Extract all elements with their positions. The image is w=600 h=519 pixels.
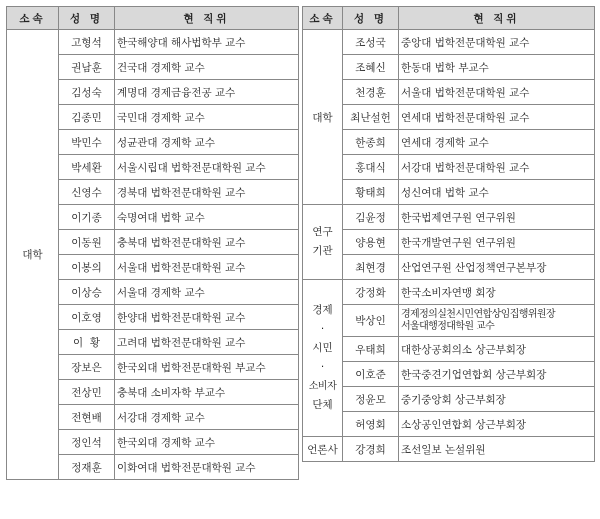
header-category: 소속 — [7, 7, 59, 30]
position-cell: 이화여대 법학전문대학원 교수 — [115, 455, 299, 480]
category-cell: 대학 — [303, 30, 343, 205]
name-cell: 우태희 — [343, 337, 399, 362]
position-cell: 충북대 법학전문대학원 교수 — [115, 230, 299, 255]
position-cell: 숙명여대 법학 교수 — [115, 205, 299, 230]
position-cell: 중앙대 법학전문대학원 교수 — [399, 30, 595, 55]
position-cell: 서울시립대 법학전문대학원 교수 — [115, 155, 299, 180]
header-position: 현 직위 — [115, 7, 299, 30]
right-roster-table — [302, 6, 595, 462]
position-cell: 건국대 경제학 교수 — [115, 55, 299, 80]
position-cell: 국민대 경제학 교수 — [115, 105, 299, 130]
table-row — [303, 55, 595, 80]
position-cell: 소상공인연합회 상근부회장 — [399, 412, 595, 437]
header-row — [7, 7, 299, 30]
position-cell: 산업연구원 산업정책연구본부장 — [399, 255, 595, 280]
category-line: · — [320, 361, 325, 373]
name-cell: 권남훈 — [59, 55, 115, 80]
category-line: 기관 — [312, 245, 333, 257]
category-line: · — [320, 323, 325, 335]
name-cell: 조혜신 — [343, 55, 399, 80]
name-cell: 이 황 — [59, 330, 115, 355]
position-cell: 중기중앙회 상근부회장 — [399, 387, 595, 412]
name-cell: 이기종 — [59, 205, 115, 230]
position-cell: 서울대 법학전문대학원 교수 — [115, 255, 299, 280]
name-cell: 전상민 — [59, 380, 115, 405]
name-cell: 조성국 — [343, 30, 399, 55]
name-cell: 강정화 — [343, 280, 399, 305]
position-cell: 계명대 경제금융전공 교수 — [115, 80, 299, 105]
position-cell: 한동대 법학 부교수 — [399, 55, 595, 80]
name-cell: 이호영 — [59, 305, 115, 330]
name-cell: 양용현 — [343, 230, 399, 255]
table-row — [303, 255, 595, 280]
position-cell: 조선일보 논설위원 — [399, 437, 595, 462]
left-roster-table — [6, 6, 299, 480]
table-row — [7, 30, 299, 55]
table-row — [303, 205, 595, 230]
name-cell: 한종희 — [343, 130, 399, 155]
table-row — [303, 362, 595, 387]
position-cell: 성균관대 경제학 교수 — [115, 130, 299, 155]
name-cell: 정인석 — [59, 430, 115, 455]
position-cell — [399, 305, 595, 337]
position-cell: 한국소비자연맹 회장 — [399, 280, 595, 305]
name-cell: 강경희 — [343, 437, 399, 462]
category-cell: 언론사 — [303, 437, 343, 462]
position-cell: 한국중견기업연합회 상근부회장 — [399, 362, 595, 387]
position-cell: 고려대 법학전문대학원 교수 — [115, 330, 299, 355]
category-cell — [303, 280, 343, 437]
table-row — [303, 130, 595, 155]
name-cell: 김성숙 — [59, 80, 115, 105]
position-cell: 대한상공회의소 상근부회장 — [399, 337, 595, 362]
position-cell: 서강대 법학전문대학원 교수 — [399, 155, 595, 180]
position-line: 경제정의실천시민연합상임집행위원장 — [401, 308, 556, 320]
category-line: 경제 — [312, 304, 333, 316]
table-row — [303, 105, 595, 130]
header-position: 현 직위 — [399, 7, 595, 30]
position-cell: 한국외대 경제학 교수 — [115, 430, 299, 455]
position-cell: 충북대 소비자학 부교수 — [115, 380, 299, 405]
table-row — [303, 280, 595, 305]
name-cell: 천경훈 — [343, 80, 399, 105]
table-row — [303, 437, 595, 462]
name-cell: 고형석 — [59, 30, 115, 55]
position-cell: 한국법제연구원 연구위원 — [399, 205, 595, 230]
table-row — [303, 80, 595, 105]
category-line: 단체 — [312, 399, 333, 411]
table-row — [303, 230, 595, 255]
table-row — [303, 412, 595, 437]
name-cell: 김종민 — [59, 105, 115, 130]
category-line: 소비자 — [308, 381, 337, 392]
header-row — [303, 7, 595, 30]
name-cell: 허영회 — [343, 412, 399, 437]
name-cell: 최현경 — [343, 255, 399, 280]
name-cell: 정재훈 — [59, 455, 115, 480]
table-row — [303, 30, 595, 55]
table-row — [303, 180, 595, 205]
name-cell: 장보은 — [59, 355, 115, 380]
category-line: 연구 — [312, 226, 333, 238]
position-cell: 성신여대 법학 교수 — [399, 180, 595, 205]
header-name: 성 명 — [343, 7, 399, 30]
position-cell: 한양대 법학전문대학원 교수 — [115, 305, 299, 330]
name-cell: 이상승 — [59, 280, 115, 305]
header-category: 소속 — [303, 7, 343, 30]
table-row — [303, 305, 595, 337]
name-cell: 박민수 — [59, 130, 115, 155]
position-cell: 한국해양대 해사법학부 교수 — [115, 30, 299, 55]
table-row — [303, 337, 595, 362]
name-cell: 이동원 — [59, 230, 115, 255]
position-cell: 경북대 법학전문대학원 교수 — [115, 180, 299, 205]
name-cell: 박상인 — [343, 305, 399, 337]
category-line: 시민 — [312, 342, 333, 354]
name-cell: 홍대식 — [343, 155, 399, 180]
name-cell: 최난설헌 — [343, 105, 399, 130]
position-cell: 연세대 경제학 교수 — [399, 130, 595, 155]
position-cell: 한국외대 법학전문대학원 부교수 — [115, 355, 299, 380]
name-cell: 신영수 — [59, 180, 115, 205]
name-cell: 황태희 — [343, 180, 399, 205]
name-cell: 김윤정 — [343, 205, 399, 230]
name-cell: 박세환 — [59, 155, 115, 180]
table-row — [303, 387, 595, 412]
position-cell: 한국개발연구원 연구위원 — [399, 230, 595, 255]
position-cell: 연세대 법학전문대학원 교수 — [399, 105, 595, 130]
position-cell: 서울대 법학전문대학원 교수 — [399, 80, 595, 105]
category-cell — [303, 205, 343, 280]
header-name: 성 명 — [59, 7, 115, 30]
name-cell: 이봉의 — [59, 255, 115, 280]
position-cell: 서강대 경제학 교수 — [115, 405, 299, 430]
table-row — [303, 155, 595, 180]
name-cell: 이호준 — [343, 362, 399, 387]
name-cell: 정윤모 — [343, 387, 399, 412]
category-cell: 대학 — [7, 30, 59, 480]
name-cell: 전현배 — [59, 405, 115, 430]
position-line: 서울대행정대학원 교수 — [401, 320, 495, 332]
position-cell: 서울대 경제학 교수 — [115, 280, 299, 305]
